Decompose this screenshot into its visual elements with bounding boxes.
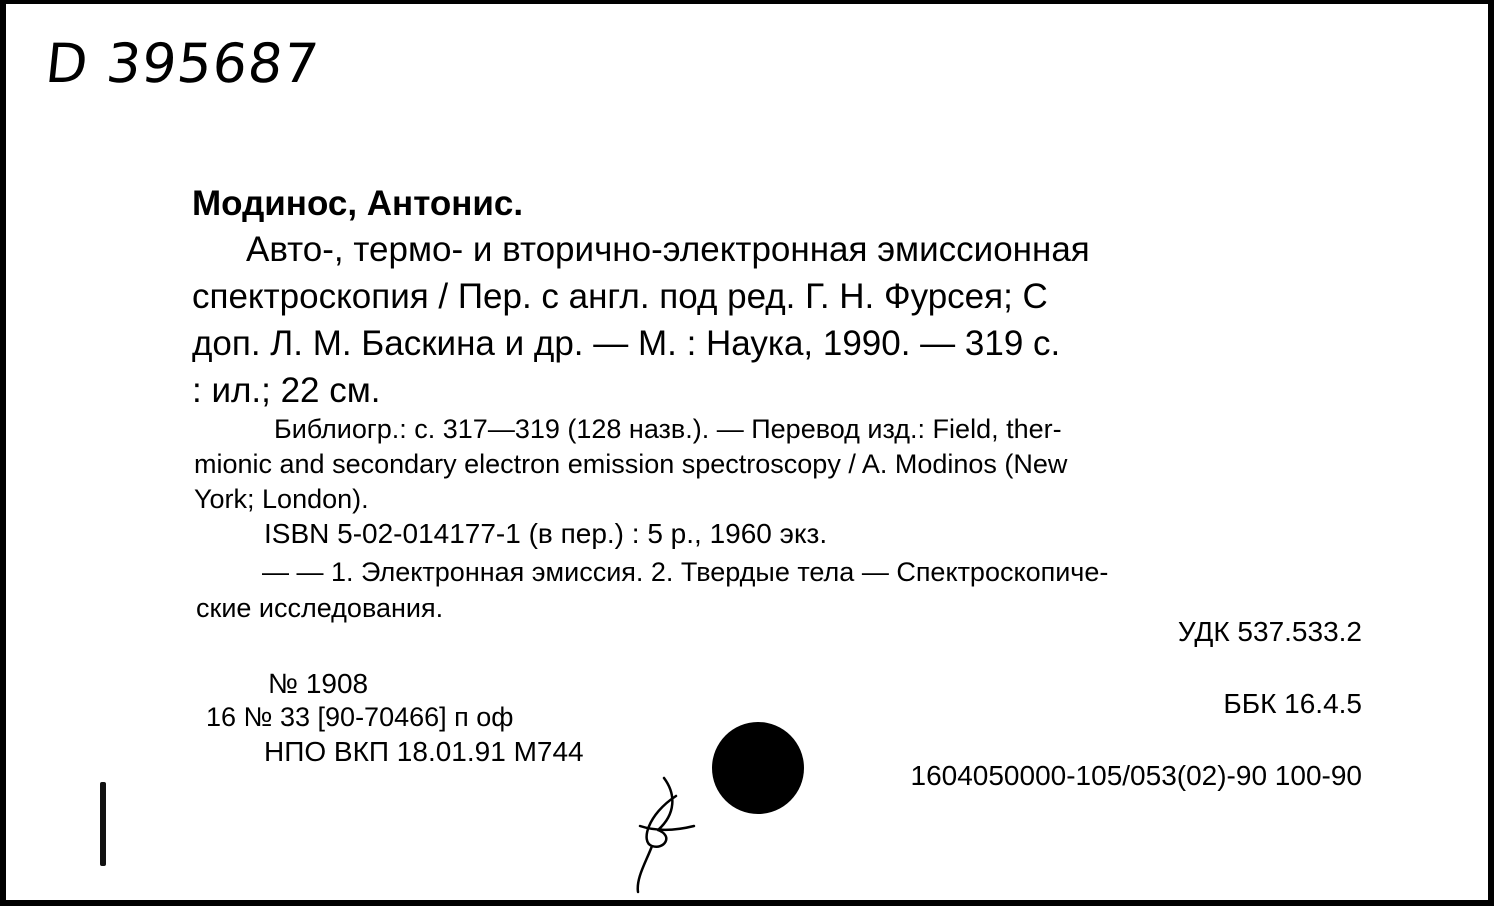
subject-line: ские исследования. bbox=[196, 593, 444, 623]
pencil-mark-icon bbox=[618, 774, 708, 898]
shelfmark: D 395687 bbox=[42, 32, 323, 95]
print-info: 16 № 33 [90-70466] п оф bbox=[206, 702, 514, 732]
title-line: : ил.; 22 см. bbox=[192, 371, 381, 410]
bbk-code: ББК 16.4.5 bbox=[1223, 688, 1362, 719]
edge-mark bbox=[100, 782, 106, 866]
npo-line: НПО ВКП 18.01.91 М744 bbox=[264, 736, 584, 767]
udk-code: УДК 537.533.2 bbox=[1177, 616, 1362, 647]
isbn-line: ISBN 5-02-014177-1 (в пер.) : 5 р., 1960 экз. bbox=[264, 518, 828, 549]
bibliography-note bbox=[194, 412, 1370, 517]
note-line: mionic and secondary electron emission spectroscopy / A. Modinos (New bbox=[194, 449, 1068, 479]
author-heading: Модинос, Антонис. bbox=[192, 184, 524, 223]
publication-code: 1604050000-105/053(02)-90 100-90 bbox=[910, 760, 1362, 791]
title-line: Авто-, термо- и вторично-электронная эмиссионная bbox=[246, 230, 1090, 269]
punch-hole bbox=[712, 722, 804, 814]
title-line: доп. Л. М. Баскина и др. — М. : Наука, 1990. — 319 с. bbox=[192, 324, 1061, 363]
title-line: спектроскопия / Пер. с англ. под ред. Г. Н. Фурсея; С bbox=[192, 277, 1048, 316]
note-line: York; London). bbox=[194, 484, 369, 514]
subject-line: — — 1. Электронная эмиссия. 2. Твердые тела — Спектроскопиче- bbox=[262, 557, 1109, 587]
note-line: Библиогр.: с. 317—319 (128 назв.). — Перевод изд.: Field, ther- bbox=[274, 414, 1062, 444]
title-statement bbox=[192, 226, 1368, 414]
catalog-card bbox=[6, 4, 1488, 900]
registration-number: № 1908 bbox=[268, 668, 369, 699]
